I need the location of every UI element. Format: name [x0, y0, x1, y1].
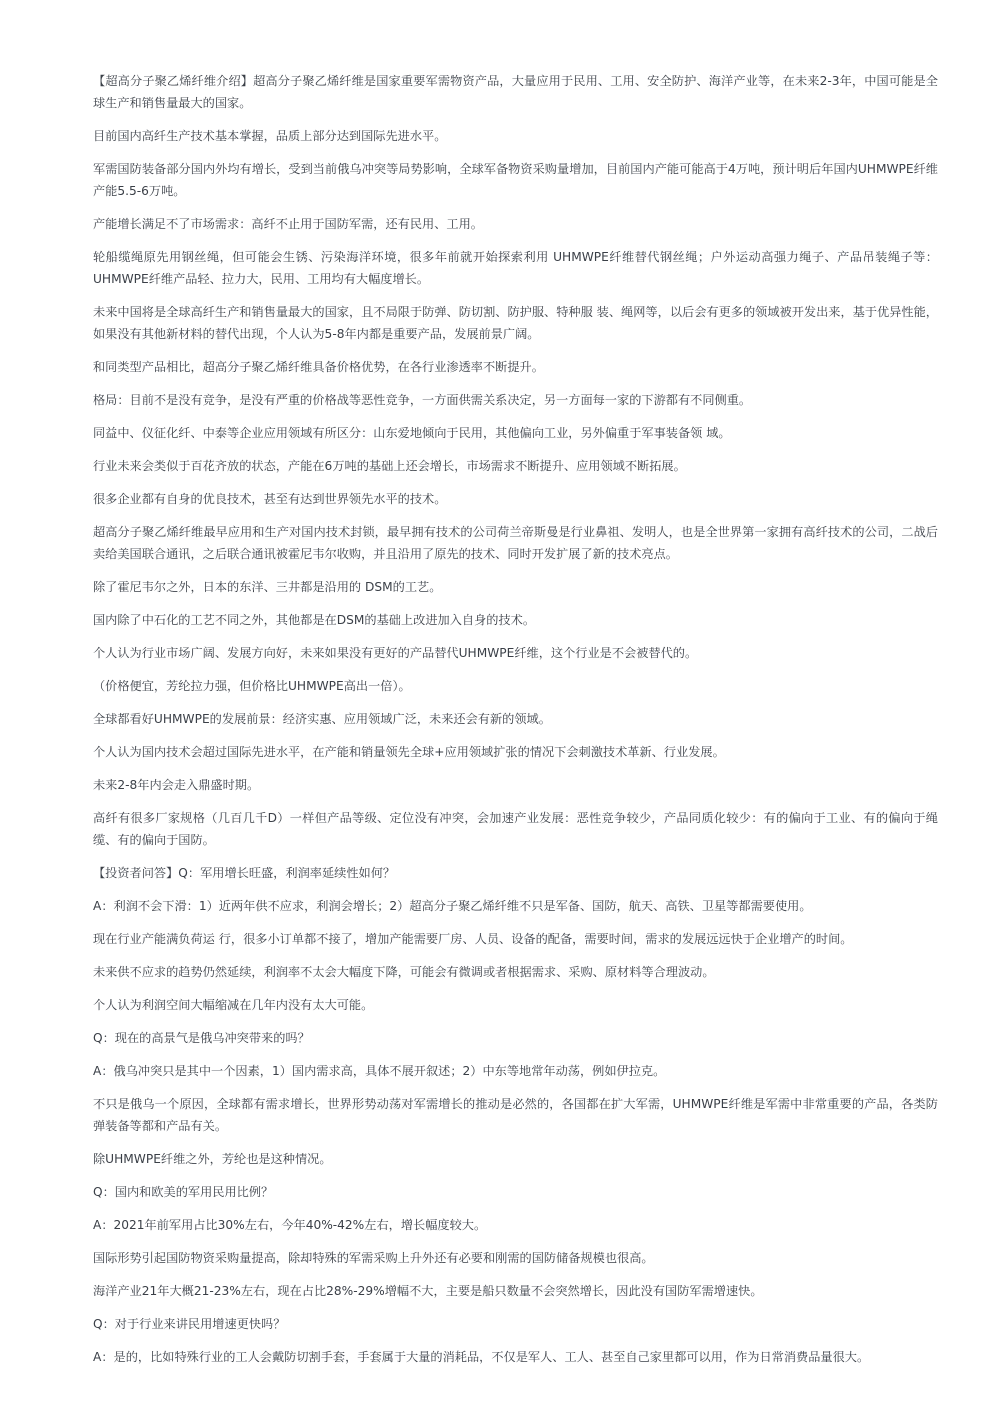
paragraph: 轮船缆绳原先用钢丝绳，但可能会生锈、污染海洋环境，很多年前就开始探索利用 UHMWPE纤维替代钢丝绳；户外运动高强力绳子、产品吊装绳子等：UHMWPE纤维产品轻、拉力大，民用、工用均有大幅度增长。 — [93, 250, 938, 286]
paragraph: Q：现在的高景气是俄乌冲突带来的吗？ — [93, 1031, 310, 1045]
paragraph: 和同类型产品相比，超高分子聚乙烯纤维具备价格优势，在各行业渗透率不断提升。 — [93, 360, 544, 374]
paragraph: 个人认为国内技术会超过国际先进水平，在产能和销量领先全球+应用领域扩张的情况下会刺激技术革新、行业发展。 — [93, 745, 725, 759]
paragraph: 高纤有很多厂家规格（几百几千D）一样但产品等级、定位没有冲突，会加速产业发展：恶性竞争较少，产品同质化较少：有的偏向于工业、有的偏向于绳缆、有的偏向于国防。 — [93, 811, 938, 847]
paragraph: （价格便宜，芳纶拉力强，但价格比UHMWPE高出一倍）。 — [93, 679, 411, 693]
paragraph: Q：国内和欧美的军用民用比例？ — [93, 1185, 274, 1199]
paragraph: 全球都看好UHMWPE的发展前景：经济实惠、应用领域广泛，未来还会有新的领域。 — [93, 712, 551, 726]
paragraph: 现在行业产能满负荷运 行，很多小订单都不接了，增加产能需要厂房、人员、设备的配备，需要时间，需求的发展远远快于企业增产的时间。 — [93, 932, 853, 946]
paragraph: Q：对于行业来讲民用增速更快吗？ — [93, 1317, 286, 1331]
paragraph: 军需国防装备部分国内外均有增长，受到当前俄乌冲突等局势影响，全球军备物资采购量增加，目前国内产能可能高于4万吨，预计明后年国内UHMWPE纤维产能5.5-6万吨。 — [93, 162, 938, 198]
paragraph: 海洋产业21年大概21-23%左右，现在占比28%-29%增幅不大，主要是船只数量不会突然增长，因此没有国防军需增速快。 — [93, 1284, 763, 1298]
paragraph: 个人认为行业市场广阔、发展方向好，未来如果没有更好的产品替代UHMWPE纤维，这个行业是不会被替代的。 — [93, 646, 698, 660]
paragraph: 超高分子聚乙烯纤维最早应用和生产对国内技术封锁，最早拥有技术的公司荷兰帝斯曼是行业鼻祖、发明人，也是全世界第一家拥有高纤技术的公司，二战后卖给美国联合通讯，之后联合通讯被霍尼韦尔收购，并且沿用了原先的技术、同时开发扩展了新的技术亮点。 — [93, 525, 938, 561]
paragraph: 目前国内高纤生产技术基本掌握，品质上部分达到国际先进水平。 — [93, 129, 447, 143]
paragraph: 【投资者问答】Q：军用增长旺盛，利润率延续性如何？ — [93, 866, 396, 880]
paragraph: A：2021年前军用占比30%左右，今年40%-42%左右，增长幅度较大。 — [93, 1218, 487, 1232]
paragraph: 格局：目前不是没有竞争，是没有严重的价格战等恶性竞争，一方面供需关系决定，另一方面每一家的下游都有不同侧重。 — [93, 393, 752, 407]
paragraph: 很多企业都有自身的优良技术，甚至有达到世界领先水平的技术。 — [93, 492, 447, 506]
paragraph: A：俄乌冲突只是其中一个因素，1）国内需求高，具体不展开叙述；2）中东等地常年动荡，例如伊拉克。 — [93, 1064, 666, 1078]
paragraph: A：利润不会下滑：1）近两年供不应求，利润会增长；2）超高分子聚乙烯纤维不只是军备、国防，航天、高铁、卫星等都需要使用。 — [93, 899, 812, 913]
paragraph: 【超高分子聚乙烯纤维介绍】超高分子聚乙烯纤维是国家重要军需物资产品，大量应用于民用、工用、安全防护、海洋产业等，在未来2-3年，中国可能是全球生产和销售量最大的国家。 — [93, 74, 938, 110]
paragraph: 国内除了中石化的工艺不同之外，其他都是在DSM的基础上改进加入自身的技术。 — [93, 613, 536, 627]
paragraph: 国际形势引起国防物资采购量提高，除却特殊的军需采购上升外还有必要和刚需的国防储备规模也很高。 — [93, 1251, 654, 1265]
paragraph: A：是的，比如特殊行业的工人会戴防切割手套，手套属于大量的消耗品，不仅是军人、工人、甚至自己家里都可以用，作为日常消费品量很大。 — [93, 1350, 870, 1364]
paragraph: 除了霍尼韦尔之外，日本的东洋、三井都是沿用的 DSM的工艺。 — [93, 580, 442, 594]
paragraph: 除UHMWPE纤维之外，芳纶也是这种情况。 — [93, 1152, 332, 1166]
paragraph: 同益中、仪征化纤、中泰等企业应用领域有所区分：山东爱地倾向于民用，其他偏向工业，另外偏重于军事装备领 域。 — [93, 426, 731, 440]
paragraph: 产能增长满足不了市场需求：高纤不止用于国防军需，还有民用、工用。 — [93, 217, 483, 231]
paragraph: 行业未来会类似于百花齐放的状态，产能在6万吨的基础上还会增长，市场需求不断提升、应用领域不断拓展。 — [93, 459, 686, 473]
paragraph: 未来供不应求的趋势仍然延续，利润率不太会大幅度下降，可能会有微调或者根据需求、采购、原材料等合理波动。 — [93, 965, 715, 979]
paragraph: 不只是俄乌一个原因，全球都有需求增长，世界形势动荡对军需增长的推动是必然的，各国都在扩大军需，UHMWPE纤维是军需中非常重要的产品，各类防弹装备等都和产品有关。 — [93, 1097, 938, 1133]
paragraph: 未来2-8年内会走入鼎盛时期。 — [93, 778, 260, 792]
paragraph: 个人认为利润空间大幅缩减在几年内没有太大可能。 — [93, 998, 374, 1012]
paragraph: 未来中国将是全球高纤生产和销售量最大的国家，且不局限于防弹、防切割、防护服、特种服 装、绳网等，以后会有更多的领域被开发出来，基于优异性能，如果没有其他新材料的替代出现，个人认为5-8年内都是重要产品，发展前景广阔。 — [93, 305, 938, 341]
